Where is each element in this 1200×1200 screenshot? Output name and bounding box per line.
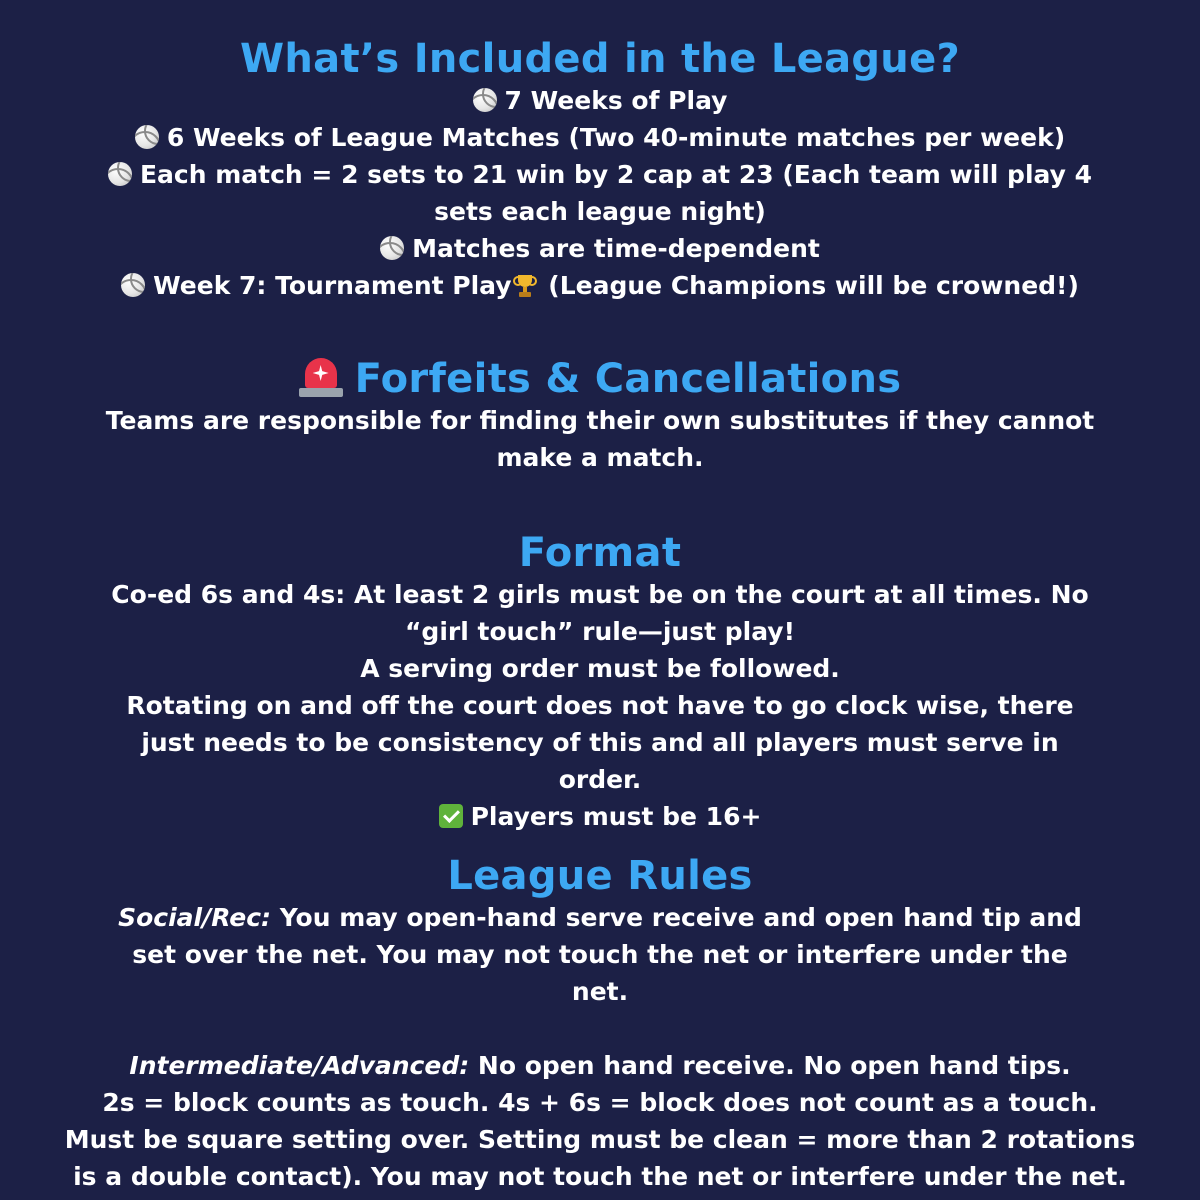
forfeits-section: [60, 356, 1140, 476]
format-age-item: [60, 798, 1140, 835]
included-list: [60, 82, 1140, 304]
included-item: [60, 82, 1140, 119]
rules-intermediate-label: Intermediate/Advanced:: [129, 1051, 470, 1080]
rules-intermediate-line: Must be square setting over. Setting must be clean = more than 2 rotations is a double contact). You may not touch the net or interfere under the net.: [64, 1125, 1136, 1191]
format-line: Co-ed 6s and 4s: At least 2 girls must be on the court at all times. No “girl touch” rule—just play!: [111, 580, 1089, 646]
trophy-icon: [514, 275, 536, 297]
format-body: [60, 576, 1140, 835]
included-section: [60, 36, 1140, 304]
forfeits-heading: [60, 356, 1140, 402]
format-line: Rotating on and off the court does not have to go clock wise, there just needs to be consistency of this and all players must serve in order.: [126, 691, 1074, 794]
volleyball-icon: [473, 88, 497, 112]
format-heading: Format: [518, 530, 682, 576]
format-section: [60, 530, 1140, 835]
format-line: A serving order must be followed.: [360, 654, 840, 683]
volleyball-icon: [108, 162, 132, 186]
included-item-text: Week 7: Tournament Play: [153, 271, 512, 300]
volleyball-icon: [135, 125, 159, 149]
included-item-text: Matches are time-dependent: [412, 234, 820, 263]
rules-intermediate-text: No open hand receive. No open hand tips.: [469, 1051, 1071, 1080]
volleyball-icon: [380, 236, 404, 260]
volleyball-icon: [121, 273, 145, 297]
rules-social: [60, 899, 1140, 1010]
checkmark-icon: [439, 804, 463, 828]
rules-intermediate: [60, 1047, 1140, 1195]
included-item-text: 7 Weeks of Play: [504, 86, 728, 115]
included-heading: What’s Included in the League?: [239, 36, 961, 82]
rules-social-label: Social/Rec:: [118, 903, 272, 932]
rules-intermediate-line: 2s = block counts as touch. 4s + 6s = block does not count as a touch.: [102, 1088, 1098, 1117]
rules-section: [60, 853, 1140, 1195]
included-item-text: Each match = 2 sets to 21 win by 2 cap at 23 (Each team will play 4 sets each league night): [139, 160, 1093, 226]
included-item: [60, 156, 1140, 230]
included-item: [60, 230, 1140, 267]
included-item: [60, 267, 1140, 304]
included-item: [60, 119, 1140, 156]
rules-heading: League Rules: [447, 853, 753, 899]
forfeits-heading-text: Forfeits & Cancellations: [354, 356, 902, 402]
included-item-text: (League Champions will be crowned!): [539, 271, 1079, 300]
siren-icon: [299, 356, 343, 398]
included-item-text: 6 Weeks of League Matches (Two 40-minute matches per week): [166, 123, 1066, 152]
rules-intermediate-line: [60, 1047, 1140, 1084]
format-age-text: Players must be 16+: [470, 802, 762, 831]
rules-social-text: You may open-hand serve receive and open hand tip and set over the net. You may not touch the net or interfere under the net.: [132, 903, 1082, 1006]
forfeits-text: Teams are responsible for finding their own substitutes if they cannot make a match.: [105, 406, 1095, 472]
